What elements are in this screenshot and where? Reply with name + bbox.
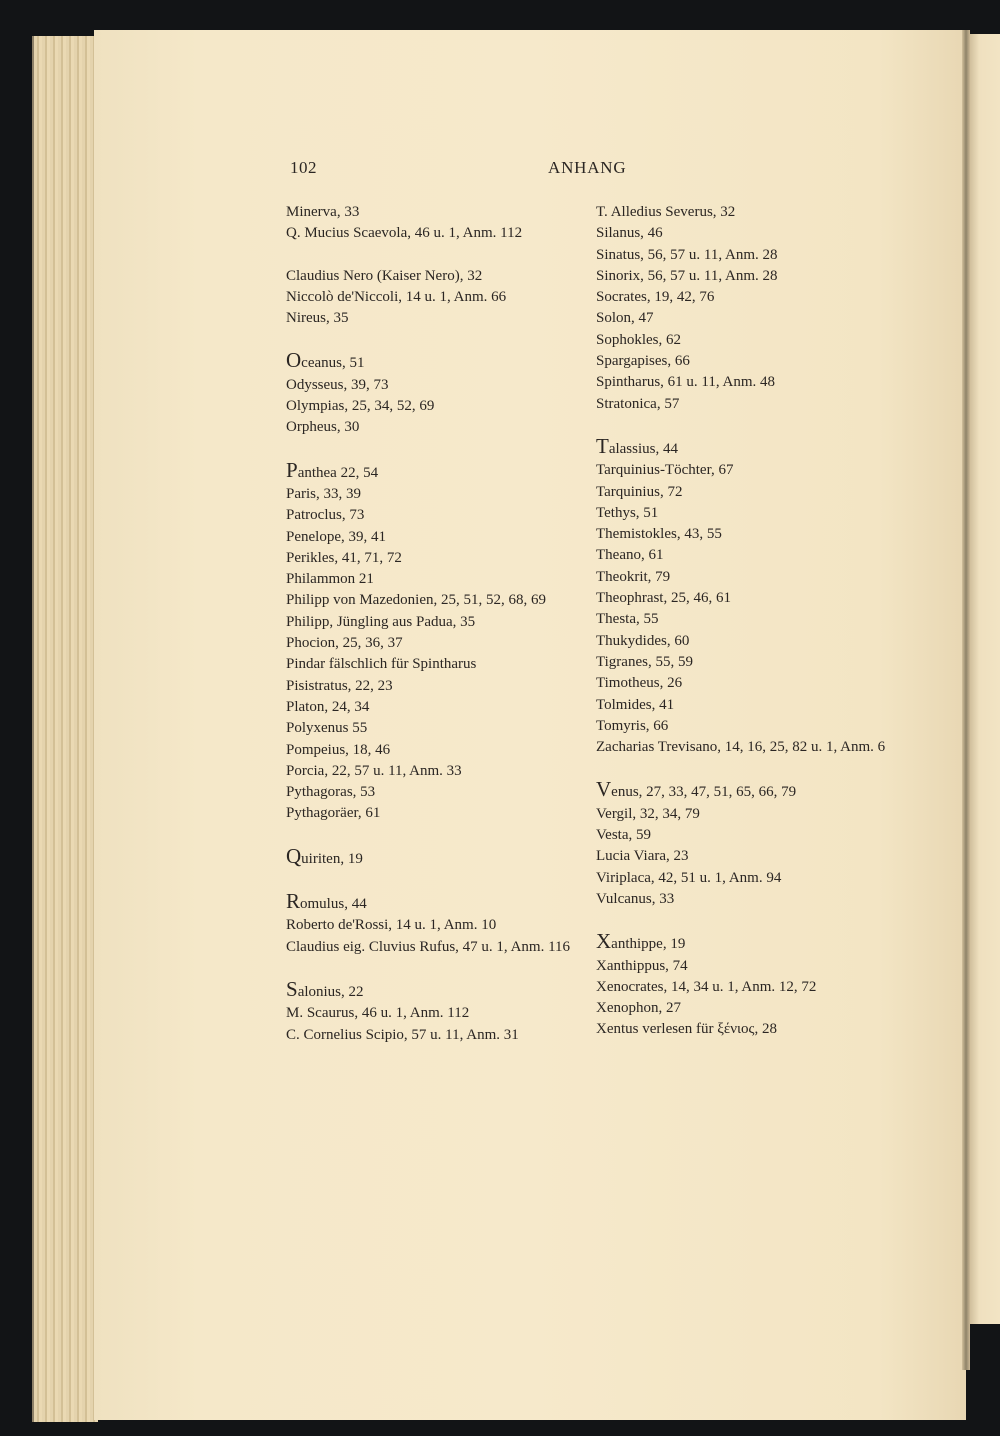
index-entry-text: Themistokles, 43, 55: [596, 526, 722, 543]
index-entry-text: Vulcanus, 33: [596, 890, 675, 907]
index-entry: [596, 503, 906, 524]
index-entry: [286, 569, 586, 590]
index-entry: [596, 804, 906, 825]
index-entry: [286, 740, 586, 761]
index-entry-text: Tomyris, 66: [596, 717, 669, 734]
index-entry-initial: T: [596, 433, 609, 458]
index-entry-text: Pisistratus, 22, 23: [286, 677, 393, 694]
index-column-right: [596, 202, 906, 1062]
index-entry: [596, 245, 906, 266]
index-entry-text: Tarquinius-Töchter, 67: [596, 462, 734, 479]
index-entry: [286, 697, 586, 718]
index-letter-group: [596, 433, 906, 758]
index-entry-initial: V: [596, 777, 612, 802]
index-entry: [286, 505, 586, 526]
page-gutter: [962, 30, 970, 1370]
index-entry: [596, 351, 906, 372]
index-column-left: [286, 202, 586, 1067]
index-entry-text: Pindar fälschlich für Spintharus: [286, 656, 477, 673]
index-entry-text: T. Alledius Severus, 32: [596, 204, 736, 220]
index-entry: [286, 457, 586, 484]
index-entry: [286, 266, 586, 287]
page-number: 102: [290, 158, 317, 177]
index-entry: [596, 716, 906, 737]
facing-page-edge: [968, 34, 1000, 1324]
index-entry: [286, 287, 586, 308]
index-entry-text: Vergil, 32, 34, 79: [596, 805, 700, 822]
index-entry-text: anthea 22, 54: [297, 464, 379, 481]
index-entry-text: Pythagoras, 53: [286, 784, 376, 801]
index-entry: [286, 308, 586, 329]
index-entry-text: Tigranes, 55, 59: [596, 653, 693, 670]
index-entry-text: Silanus, 46: [596, 225, 663, 242]
index-entry-text: Roberto de'Rossi, 14 u. 1, Anm. 10: [286, 917, 497, 934]
index-letter-group: [596, 202, 906, 415]
index-entry: [286, 782, 586, 803]
index-entry-text: Xenophon, 27: [596, 1000, 681, 1017]
index-letter-group: [596, 931, 906, 1040]
index-letter-group: [286, 266, 586, 330]
index-entry-text: Theokrit, 79: [596, 568, 671, 585]
index-entry-text: Tarquinius, 72: [596, 483, 683, 500]
index-entry-text: Stratonica, 57: [596, 395, 680, 412]
index-entry-text: Olympias, 25, 34, 52, 69: [286, 398, 435, 415]
index-entry-initial: O: [286, 348, 302, 373]
index-entry-text: enus, 27, 33, 47, 51, 65, 66, 79: [611, 784, 797, 801]
index-entry: [596, 588, 906, 609]
index-entry: [596, 868, 906, 889]
index-entry: [596, 695, 906, 716]
index-entry-text: Zacharias Trevisano, 14, 16, 25, 82 u. 1, Anm. 6: [596, 739, 886, 756]
index-entry: [286, 1003, 586, 1024]
index-entry-text: uiriten, 19: [301, 850, 363, 867]
index-entry: [286, 396, 586, 417]
index-entry-text: Socrates, 19, 42, 76: [596, 289, 715, 306]
index-letter-group: [286, 457, 586, 825]
index-entry: [596, 545, 906, 566]
index-entry: [596, 631, 906, 652]
index-letter-group: [286, 976, 586, 1046]
index-letter-group: [286, 891, 586, 958]
index-entry: [596, 889, 906, 910]
index-entry: [596, 998, 906, 1019]
index-entry-text: Pythagoräer, 61: [286, 805, 381, 822]
index-entry-text: alonius, 22: [297, 983, 364, 1000]
index-entry-text: Theophrast, 25, 46, 61: [596, 590, 731, 607]
index-entry-text: Pompeius, 18, 46: [286, 741, 391, 758]
index-entry-text: Tolmides, 41: [596, 696, 675, 713]
index-entry: [286, 417, 586, 438]
index-entry: [596, 737, 906, 758]
index-entry-initial: X: [596, 929, 612, 954]
index-entry: [286, 891, 586, 915]
index-entry: [596, 372, 906, 393]
index-entry-text: Claudius Nero (Kaiser Nero), 32: [286, 267, 483, 284]
index-entry: [596, 977, 906, 998]
index-entry-text: Tethys, 51: [596, 504, 659, 521]
index-entry: [596, 931, 906, 955]
index-entry-text: Xenocrates, 14, 34 u. 1, Anm. 12, 72: [596, 978, 817, 995]
index-entry: [596, 524, 906, 545]
index-entry-text: Porcia, 22, 57 u. 11, Anm. 33: [286, 762, 462, 779]
index-entry-text: alassius, 44: [608, 440, 678, 457]
index-entry: [596, 433, 906, 460]
index-entry-text: Nireus, 35: [286, 310, 349, 327]
index-entry: [286, 590, 586, 611]
index-entry: [286, 375, 586, 396]
index-entry-text: Xanthippus, 74: [596, 957, 688, 974]
index-entry-text: Philipp von Mazedonien, 25, 51, 52, 68, 69: [286, 592, 546, 609]
index-letter-group: [286, 202, 586, 245]
index-entry-text: Lucia Viara, 23: [596, 848, 689, 865]
index-entry-text: Phocion, 25, 36, 37: [286, 635, 403, 652]
index-entry-text: Q. Mucius Scaevola, 46 u. 1, Anm. 112: [286, 225, 523, 242]
index-letter-group: [286, 350, 586, 438]
index-entry-text: Sinorix, 56, 57 u. 11, Anm. 28: [596, 267, 778, 284]
index-entry-text: M. Scaurus, 46 u. 1, Anm. 112: [286, 1005, 470, 1022]
index-entry-text: Niccolò de'Niccoli, 14 u. 1, Anm. 66: [286, 288, 507, 305]
index-letter-group: [286, 843, 586, 870]
index-entry: [596, 202, 906, 223]
index-entry: [596, 779, 906, 803]
index-letter-group: [596, 779, 906, 910]
index-entry: [286, 527, 586, 548]
index-entry: [596, 394, 906, 415]
index-entry: [596, 482, 906, 503]
index-entry-text: Polyxenus 55: [286, 720, 368, 737]
index-entry: [286, 718, 586, 739]
index-entry: [286, 843, 586, 870]
index-entry-text: Paris, 33, 39: [286, 485, 361, 502]
index-entry: [286, 202, 586, 223]
index-entry-text: Claudius eig. Cluvius Rufus, 47 u. 1, Anm. 116: [286, 938, 571, 955]
index-entry: [286, 676, 586, 697]
index-entry: [596, 846, 906, 867]
index-entry-initial: R: [286, 889, 301, 914]
index-entry: [286, 223, 586, 244]
index-entry: [286, 350, 586, 374]
index-entry-text: Sinatus, 56, 57 u. 11, Anm. 28: [596, 246, 778, 263]
index-entry: [596, 673, 906, 694]
index-entry-text: Minerva, 33: [286, 204, 360, 220]
index-entry-text: anthippe, 19: [611, 936, 686, 953]
index-entry: [596, 266, 906, 287]
index-entry-text: omulus, 44: [300, 896, 367, 913]
index-entry: [286, 633, 586, 654]
index-entry: [286, 1025, 586, 1046]
index-entry: [596, 825, 906, 846]
index-entry-text: C. Cornelius Scipio, 57 u. 11, Anm. 31: [286, 1026, 519, 1043]
index-entry: [596, 287, 906, 308]
index-entry: [286, 612, 586, 633]
index-entry-text: Spintharus, 61 u. 11, Anm. 48: [596, 374, 776, 391]
index-entry: [286, 484, 586, 505]
index-entry: [596, 1019, 906, 1040]
index-entry-text: Spargapises, 66: [596, 353, 690, 370]
index-entry: [286, 654, 586, 675]
index-entry-text: ceanus, 51: [301, 355, 365, 372]
index-entry-text: Sophokles, 62: [596, 331, 682, 348]
index-entry-text: Philipp, Jüngling aus Padua, 35: [286, 613, 476, 630]
index-entry-text: Theano, 61: [596, 547, 664, 564]
index-entry-initial: P: [286, 457, 298, 482]
index-entry: [596, 956, 906, 977]
index-entry: [286, 548, 586, 569]
index-entry: [596, 330, 906, 351]
index-entry-initial: S: [286, 976, 298, 1001]
index-entry-initial: Q: [286, 843, 302, 868]
index-entry-text: Viriplaca, 42, 51 u. 1, Anm. 94: [596, 869, 782, 886]
index-entry-text: Thesta, 55: [596, 611, 659, 628]
index-entry: [286, 937, 586, 958]
index-entry: [596, 223, 906, 244]
index-entry: [286, 761, 586, 782]
index-entry: [286, 915, 586, 936]
index-entry-text: Xentus verlesen für ξένιος, 28: [596, 1021, 777, 1038]
index-entry-text: Perikles, 41, 71, 72: [286, 549, 402, 566]
index-entry: [596, 567, 906, 588]
index-entry: [596, 652, 906, 673]
index-entry: [286, 976, 586, 1003]
book-spine-edge: [32, 36, 98, 1422]
index-entry-text: Philammon 21: [286, 571, 374, 588]
index-entry-text: Timotheus, 26: [596, 675, 683, 692]
index-entry-text: Platon, 24, 34: [286, 698, 370, 715]
index-entry-text: Vesta, 59: [596, 827, 651, 844]
running-title: ANHANG: [548, 158, 627, 177]
index-entry: [596, 308, 906, 329]
index-entry-text: Odysseus, 39, 73: [286, 376, 389, 393]
index-entry-text: Solon, 47: [596, 310, 654, 327]
index-entry-text: Thukydides, 60: [596, 632, 690, 649]
index-entry-text: Patroclus, 73: [286, 507, 365, 524]
index-entry-text: Orpheus, 30: [286, 419, 360, 436]
index-entry-text: Penelope, 39, 41: [286, 528, 386, 545]
index-entry: [286, 803, 586, 824]
index-entry: [596, 609, 906, 630]
index-entry: [596, 460, 906, 481]
